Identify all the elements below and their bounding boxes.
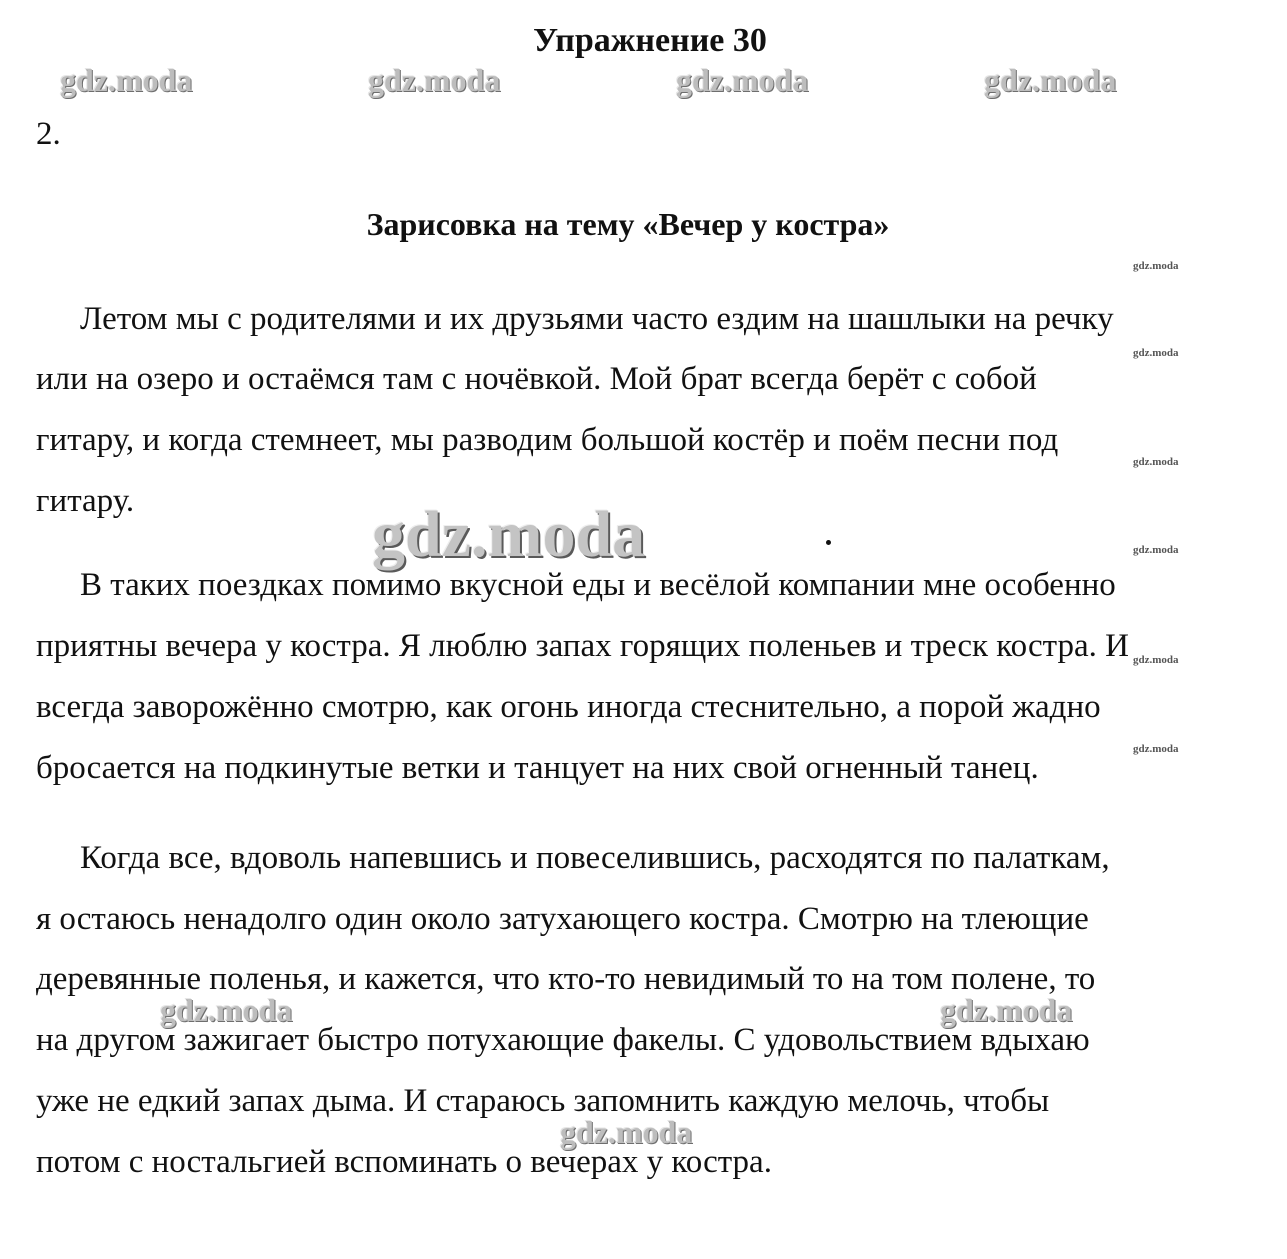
paragraph-3-line-6: потом с ностальгией вспоминать о вечерах у костра. [36,1144,772,1180]
essay-title: Зарисовка на тему «Вечер у костра» [366,206,890,242]
watermark: gdz.moda [1133,544,1179,556]
watermark: gdz.moda [1133,456,1179,468]
paragraph-3-line-1: Когда все, вдоволь напевшись и повеселившись, расходятся по палаткам, [80,840,1110,876]
paragraph-2-line-2: приятны вечера у костра. Я люблю запах горящих поленьев и треск костра. И [36,628,1129,664]
watermark: gdz.moda [372,498,646,571]
paragraph-2-line-3: всегда заворожённо смотрю, как огонь иногда стеснительно, а порой жадно [36,689,1101,725]
exercise-title: Упражнение 30 [533,22,767,59]
watermark: gdz.moda [560,1114,693,1150]
paragraph-3-line-4: на другом зажигает быстро потухающие факелы. С удовольствием вдыхаю [36,1022,1090,1058]
paragraph-1-line-3: гитару, и когда стемнеет, мы разводим большой костёр и поём песни под [36,422,1059,458]
paragraph-2-line-4: бросается на подкинутые ветки и танцует на них свой огненный танец. [36,750,1039,786]
watermark: gdz.moda [160,992,293,1028]
paragraph-3-line-2: я остаюсь ненадолго один около затухающего костра. Смотрю на тлеющие [36,901,1089,937]
watermark: gdz.moda [1133,743,1179,755]
watermark: gdz.moda [1133,260,1179,272]
watermark: gdz.moda [60,62,193,98]
watermark: gdz.moda [676,62,809,98]
paragraph-3-line-3: деревянные поленья, и кажется, что кто-то невидимый то на том полене, то [36,961,1096,997]
item-number: 2. [36,116,61,152]
paragraph-3-line-5: уже не едкий запах дыма. И стараюсь запомнить каждую мелочь, чтобы [36,1083,1050,1119]
paragraph-1-line-4: гитару. [36,483,135,519]
watermark: gdz.moda [984,62,1117,98]
watermark: gdz.moda [1133,654,1179,666]
watermark: gdz.moda [368,62,501,98]
dot-mark [826,540,831,545]
watermark: gdz.moda [940,992,1073,1028]
paragraph-1-line-1: Летом мы с родителями и их друзьями часто ездим на шашлыки на речку [80,301,1114,337]
watermark: gdz.moda [1133,347,1179,359]
paragraph-2-line-1: В таких поездках помимо вкусной еды и весёлой компании мне особенно [80,567,1116,603]
paragraph-1-line-2: или на озеро и остаёмся там с ночёвкой. Мой брат всегда берёт с собой [36,361,1037,397]
